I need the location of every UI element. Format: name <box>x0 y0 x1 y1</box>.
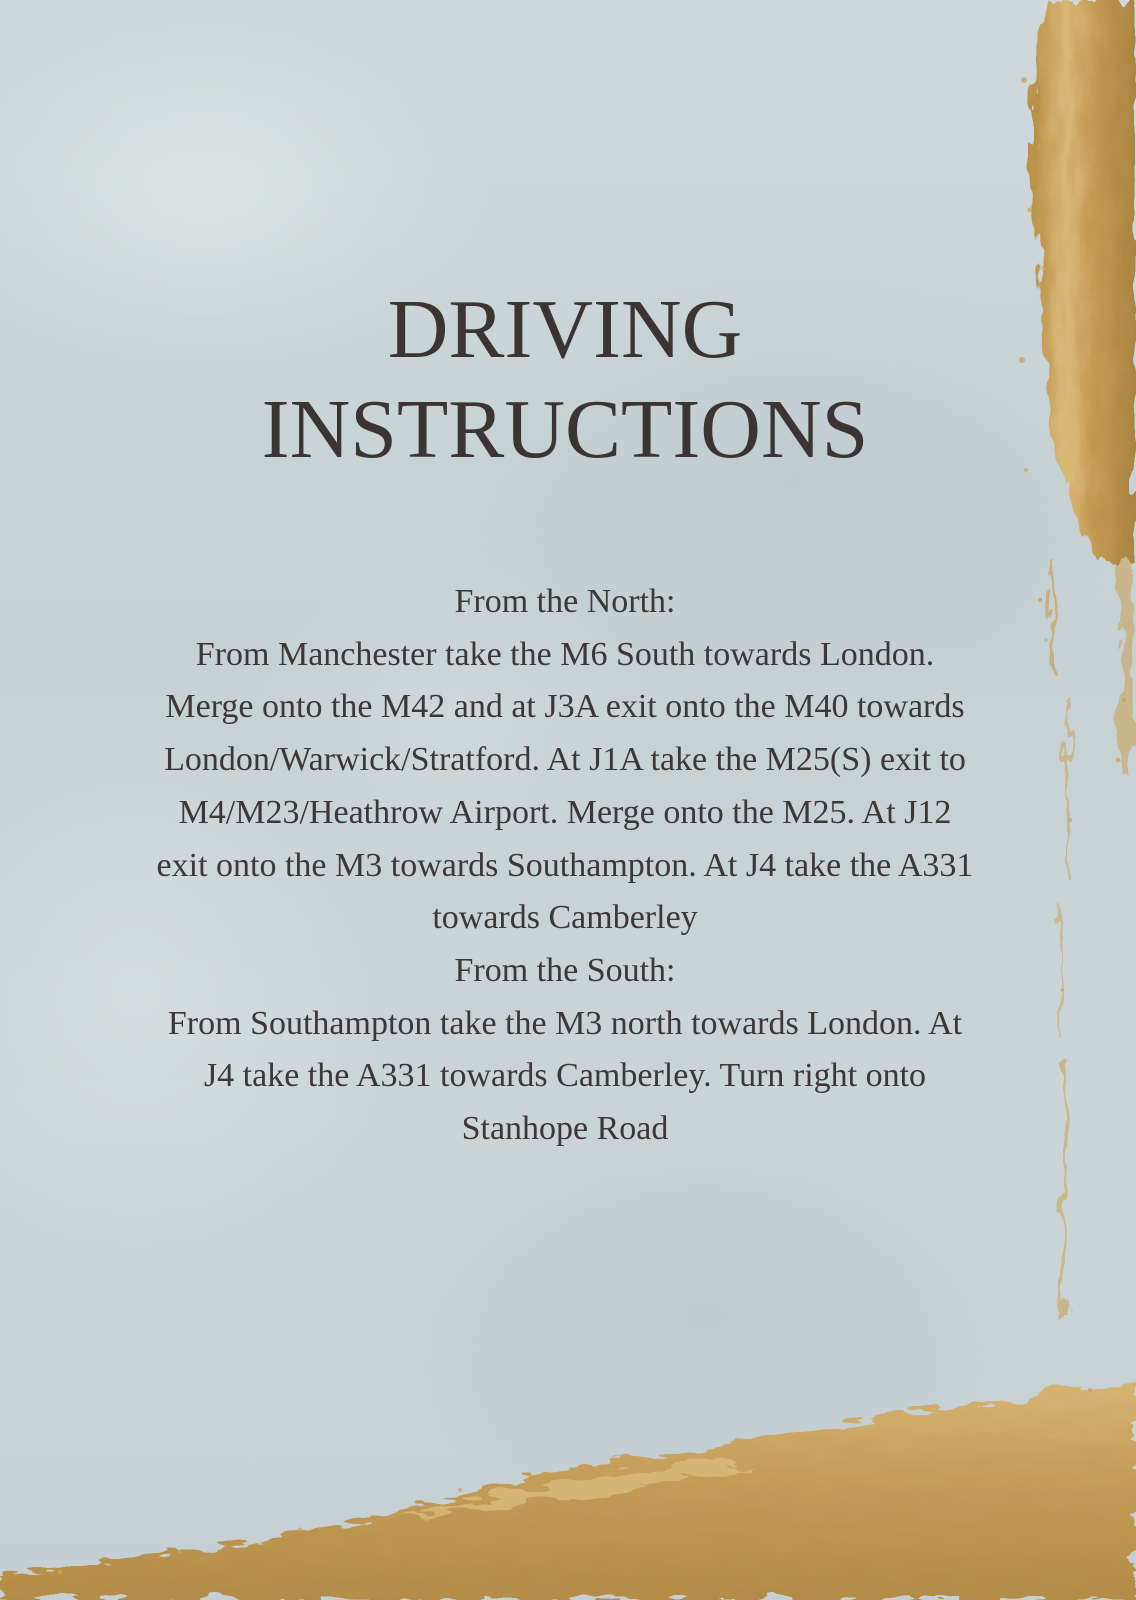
directions-body <box>150 576 980 1156</box>
main-content <box>150 280 980 1156</box>
south-directions: From Southampton take the M3 north towards London. At J4 take the A331 towards Camberley. Turn right onto Stanhope Road <box>167 1004 963 1148</box>
page-title <box>150 280 980 480</box>
title-line-2: INSTRUCTIONS <box>261 383 869 476</box>
title-line-1: DRIVING <box>387 283 743 376</box>
north-directions: From Manchester take the M6 South towards London. Merge onto the M42 and at J3A exit onto the M40 towards London/Warwick/Stratford. At J1A take the M25(S) exit to M4/M23/Heathrow Airport. Merge onto the M25. At J12 exit onto the M3 towards Southampton. At J4 take the A331 towards Camberley <box>156 635 974 937</box>
north-heading: From the North: <box>454 583 676 620</box>
south-heading: From the South: <box>454 951 676 989</box>
